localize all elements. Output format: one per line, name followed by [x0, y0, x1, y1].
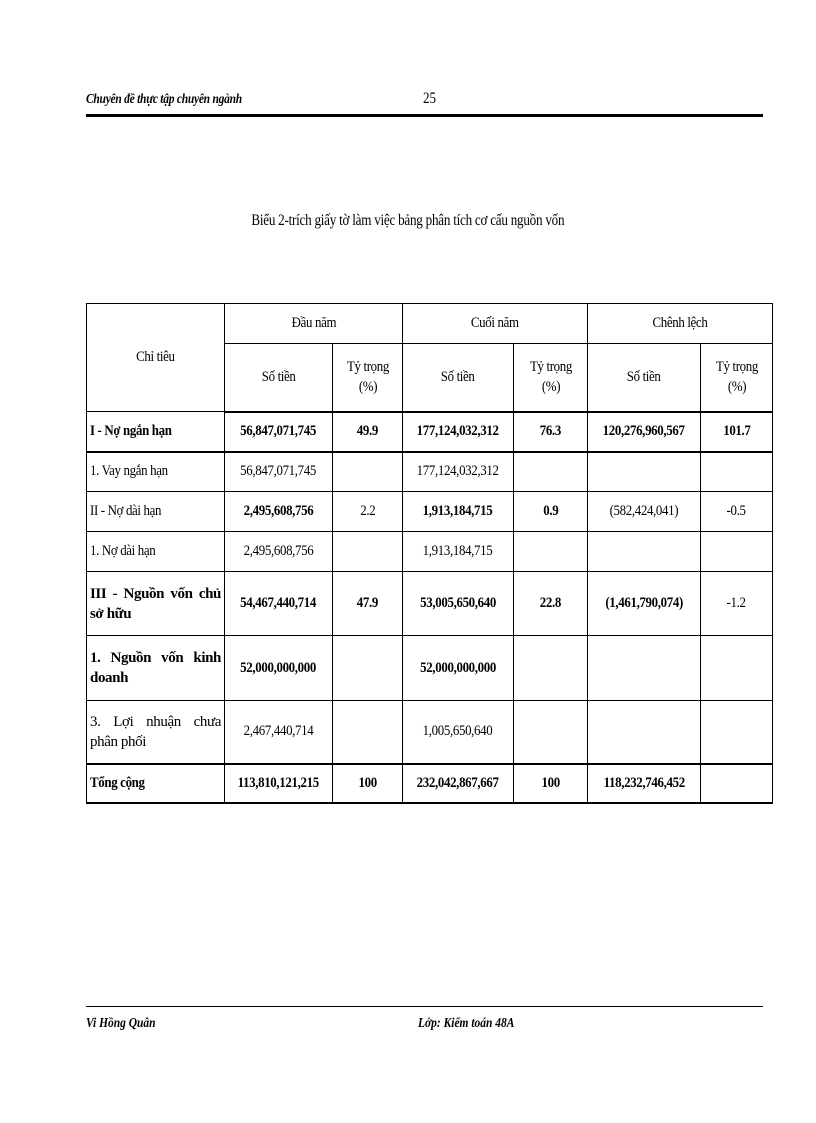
footer-class: Lớp: Kiểm toán 48A [418, 1016, 515, 1031]
sub-ty-trong: Tỷ trọng (%) [333, 344, 403, 412]
footer-rule [86, 1006, 763, 1007]
group-cuoi-nam: Cuối năm [403, 304, 588, 344]
sub-so-tien: Số tiền [403, 344, 514, 412]
footer-author: Vi Hồng Quân [86, 1016, 156, 1031]
sub-so-tien: Số tiền [588, 344, 701, 412]
col-chi-tieu: Chỉ tiêu [87, 304, 225, 412]
header-title: Chuyên đề thực tập chuyên ngành [86, 92, 242, 107]
sub-ty-trong: Tỷ trọng (%) [701, 344, 773, 412]
group-chenh-lech: Chênh lệch [588, 304, 773, 344]
table-row: I - Nợ ngắn hạn 56,847,071,745 49.9 177,124,032,312 76.3 120,276,960,567 101.7 [87, 412, 773, 452]
page-number: 25 [423, 90, 437, 107]
header-rule [86, 114, 763, 117]
table-row: 1. Vay ngắn hạn 56,847,071,745 177,124,032,312 [87, 452, 773, 492]
table-row: 1. Nguồn vốn kinh doanh 52,000,000,000 52,000,000,000 [87, 636, 773, 701]
header-row-groups [87, 304, 773, 344]
table-row: II - Nợ dài hạn 2,495,608,756 2.2 1,913,184,715 0.9 (582,424,041) -0.5 [87, 492, 773, 532]
sub-ty-trong: Tỷ trọng (%) [514, 344, 588, 412]
table-title: Biểu 2-trích giấy tờ làm việc bảng phân tích cơ cấu nguồn vốn [251, 212, 565, 229]
capital-structure-table [86, 303, 773, 804]
table-row: III - Nguồn vốn chủ sở hữu 54,467,440,714 47.9 53,005,650,640 22.8 (1,461,790,074) -1.2 [87, 572, 773, 636]
table-row: 3. Lợi nhuận chưa phân phối 2,467,440,714 1,005,650,640 [87, 701, 773, 764]
table-row-total: Tổng cộng 113,810,121,215 100 232,042,867,667 100 118,232,746,452 [87, 764, 773, 803]
sub-so-tien: Số tiền [225, 344, 333, 412]
page-header [86, 88, 763, 118]
table-row: 1. Nợ dài hạn 2,495,608,756 1,913,184,715 [87, 532, 773, 572]
group-dau-nam: Đầu năm [225, 304, 403, 344]
